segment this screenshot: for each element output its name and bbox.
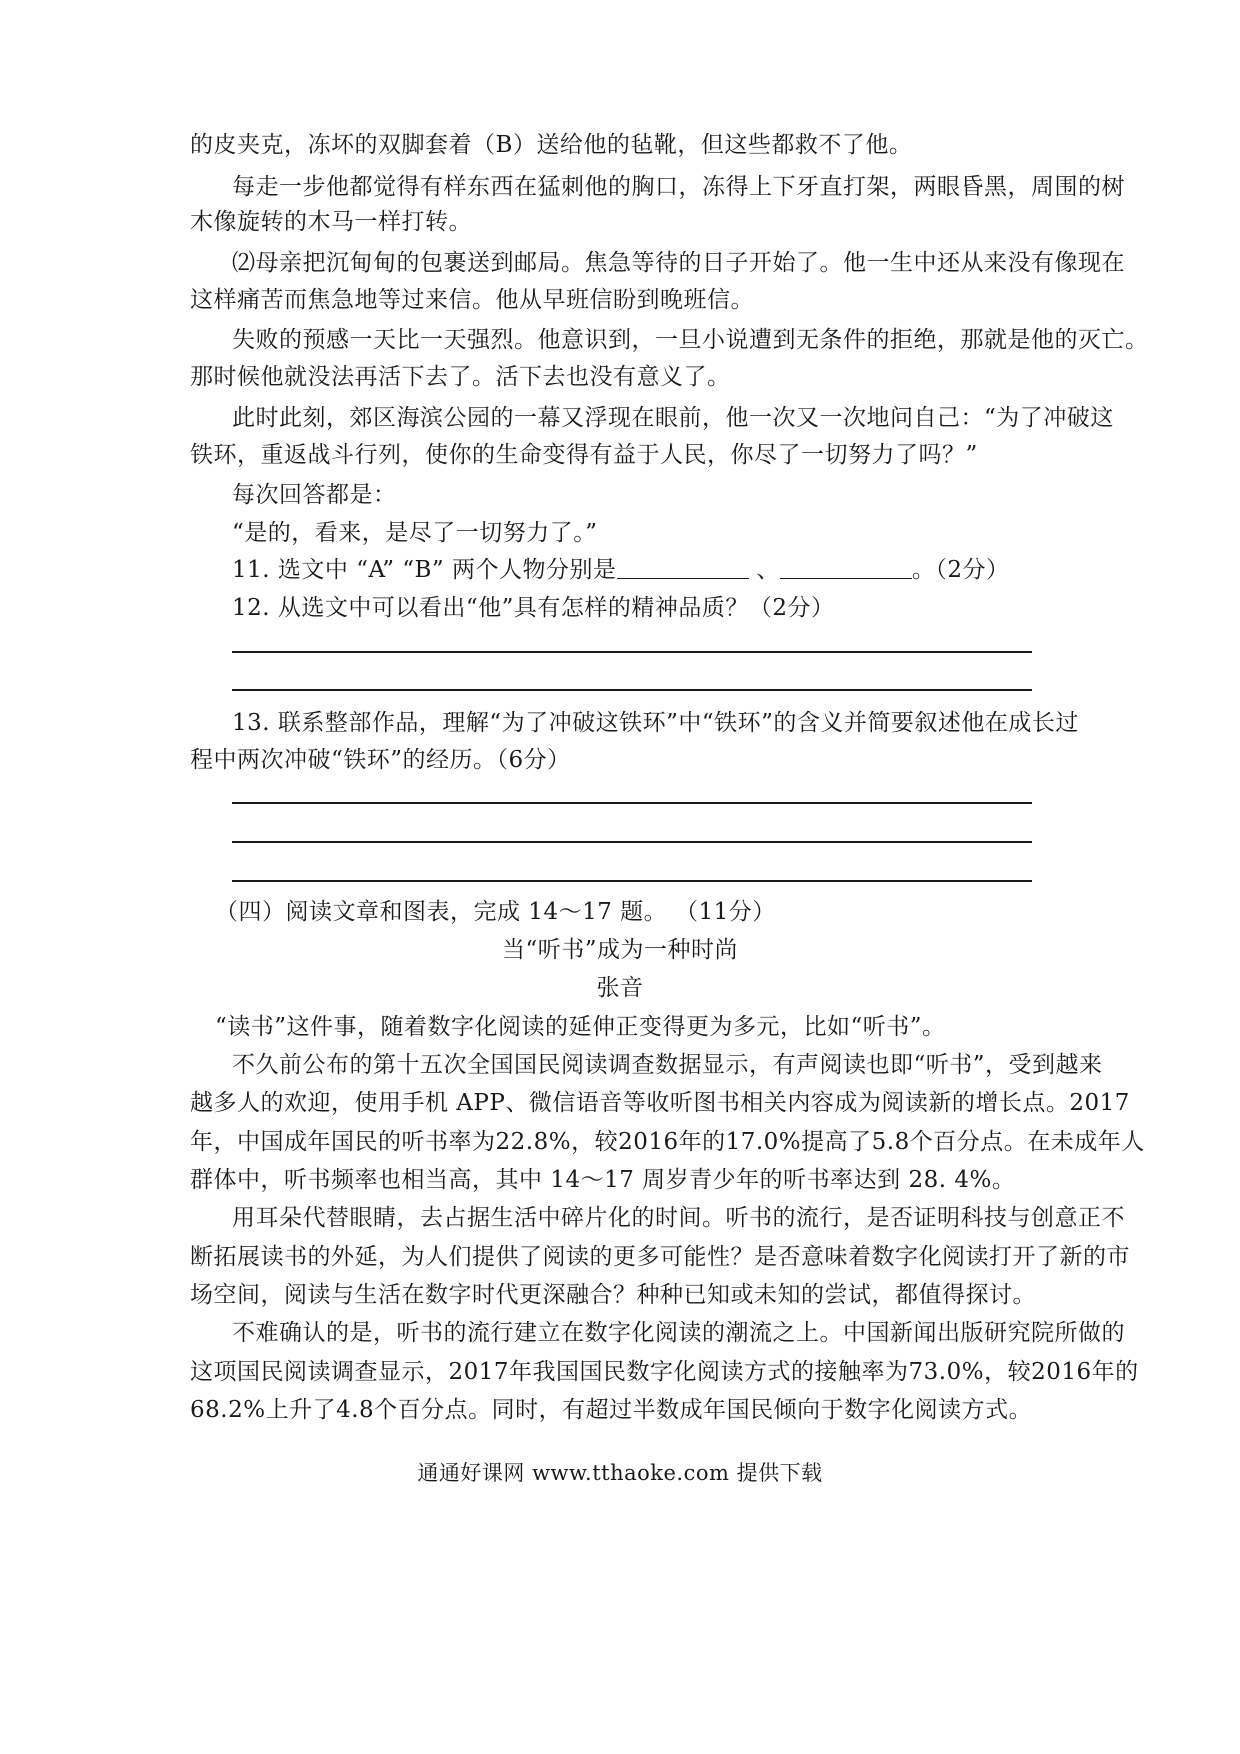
article-line: 这项国民阅读调查显示，2017年我国国民数字化阅读方式的接触率为73.0%，较2016年的 (190, 1359, 1139, 1385)
question-12: 12. 从选文中可以看出“他”具有怎样的精神品质？（2分） (232, 595, 835, 621)
answer-blank-a[interactable] (617, 556, 749, 579)
answer-line[interactable] (232, 880, 1032, 882)
passage-line: 铁环，重返战斗行列，使你的生命变得有益于人民，你尽了一切努力了吗？” (190, 442, 978, 468)
page-footer: 通通好课网 www.tthaoke.com 提供下载 (417, 1461, 823, 1485)
passage-line: 每走一步他都觉得有样东西在猛刺他的胸口，冻得上下牙直打架，两眼昏黑，周围的树 (232, 174, 1125, 200)
article-title: 当“听书”成为一种时尚 (501, 937, 739, 963)
passage-line: 木像旋转的木马一样打转。 (190, 209, 472, 235)
article-line: 用耳朵代替眼睛，去占据生活中碎片化的时间。听书的流行，是否证明科技与创意正不 (232, 1205, 1125, 1231)
article-line: 断拓展读书的外延，为人们提供了阅读的更多可能性？是否意味着数字化阅读打开了新的市 (190, 1244, 1130, 1270)
question-11-score: 。（2分） (911, 557, 1010, 583)
article-line: “读书”这件事，随着数字化阅读的延伸正变得更为多元，比如“听书”。 (215, 1014, 946, 1040)
passage-line: 失败的预感一天比一天强烈。他意识到，一旦小说遭到无条件的拒绝，那就是他的灭亡。 (232, 327, 1149, 353)
passage-line: 的皮夹克，冻坏的双脚套着（B）送给他的毡靴，但这些都救不了他。 (190, 132, 913, 158)
passage-line: 那时候他就没法再活下去了。活下去也没有意义了。 (190, 364, 731, 390)
answer-line[interactable] (232, 841, 1032, 843)
question-11-separator: 、 (748, 557, 780, 583)
passage-line: 这样痛苦而焦急地等过来信。他从早班信盼到晚班信。 (190, 287, 754, 313)
answer-line[interactable] (232, 689, 1032, 691)
article-line: 不难确认的是，听书的流行建立在数字化阅读的潮流之上。中国新闻出版研究院所做的 (232, 1320, 1125, 1346)
question-11 (232, 555, 1070, 585)
passage-line: “是的，看来，是尽了一切努力了。” (232, 520, 598, 546)
answer-line[interactable] (232, 651, 1032, 653)
section-heading: （四）阅读文章和图表，完成 14～17 题。 （11分） (215, 899, 776, 925)
passage-line: 此时此刻，郊区海滨公园的一幕又浮现在眼前，他一次又一次地问自己：“为了冲破这 (232, 405, 1114, 431)
article-line: 年，中国成年国民的听书率为22.8%，较2016年的17.0%提高了5.8个百分点。在未成年人 (190, 1129, 1145, 1155)
article-line: 群体中，听书频率也相当高，其中 14～17 周岁青少年的听书率达到 28. 4%。 (190, 1167, 1016, 1193)
article-line: 越多人的欢迎，使用手机 APP、微信语音等收听图书相关内容成为阅读新的增长点。2017 (190, 1090, 1130, 1116)
passage-line: ⑵母亲把沉甸甸的包裹送到邮局。焦急等待的日子开始了。他一生中还从来没有像现在 (232, 250, 1125, 276)
answer-line[interactable] (232, 802, 1032, 804)
article-line: 场空间，阅读与生活在数字时代更深融合？种种已知或未知的尝试，都值得探讨。 (190, 1282, 1036, 1308)
question-13-cont: 程中两次冲破“铁环”的经历。（6分） (190, 747, 571, 773)
article-line: 68.2%上升了4.8个百分点。同时，有超过半数成年国民倾向于数字化阅读方式。 (190, 1397, 1033, 1423)
question-13: 13. 联系整部作品，理解“为了冲破这铁环”中“铁环”的含义并简要叙述他在成长过 (232, 710, 1079, 736)
passage-line: 每次回答都是： (232, 482, 397, 508)
answer-blank-b[interactable] (780, 556, 912, 579)
question-11-text: 11. 选文中 “A” “B” 两个人物分别是 (232, 557, 617, 583)
article-author: 张音 (596, 975, 644, 1001)
article-line: 不久前公布的第十五次全国国民阅读调查数据显示，有声阅读也即“听书”，受到越来 (232, 1052, 1103, 1078)
